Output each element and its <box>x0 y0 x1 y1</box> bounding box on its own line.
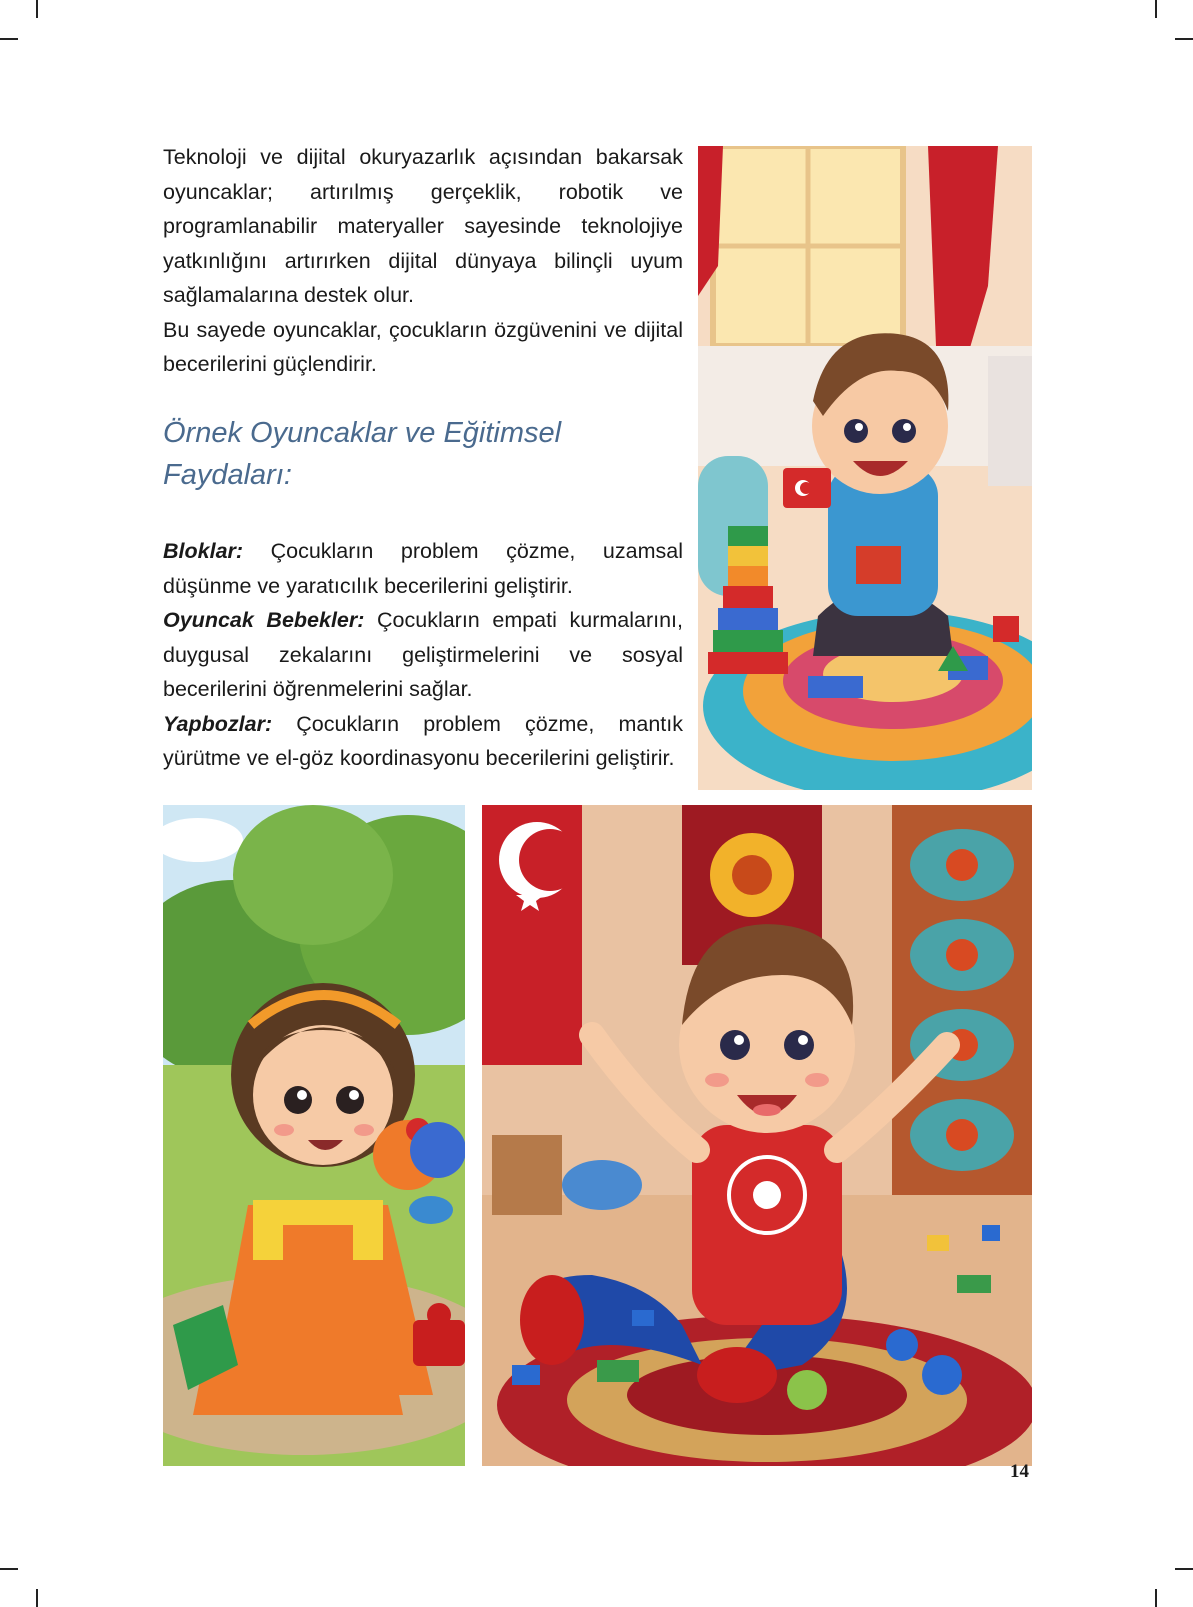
page-number: 14 <box>1010 1461 1029 1482</box>
item-dolls <box>163 603 683 707</box>
item-puzzles <box>163 707 683 776</box>
item-term: Oyuncak Bebekler: <box>163 608 365 632</box>
heading-line-2: Faydaları: <box>163 459 292 491</box>
illustration-girl-with-toys <box>163 805 465 1466</box>
crop-mark-top-left-h <box>0 38 18 40</box>
crop-mark-bottom-right-h <box>1175 1568 1193 1570</box>
heading-line-1: Örnek Oyuncaklar ve Eğitimsel <box>163 417 562 449</box>
item-term: Yapbozlar: <box>163 711 273 736</box>
illustration-boy-with-blocks <box>698 146 1032 790</box>
crop-mark-top-right-v <box>1155 0 1157 18</box>
illustration-boy-celebrating <box>482 805 1032 1466</box>
section-heading <box>163 412 683 496</box>
paragraph-technology: Teknoloji ve dijital okuryazarlık açısından bakarsak oyuncaklar; artırılmış gerçeklik, robotik ve programlanabilir materyaller sayesinde teknolojiye yatkınlığını artırırken dijital dünyaya bilinçli uyum sağlamalarına destek olur. <box>163 145 683 307</box>
item-term: Bloklar: <box>163 539 244 563</box>
crop-mark-bottom-left-h <box>0 1568 18 1570</box>
crop-mark-bottom-right-v <box>1155 1589 1157 1607</box>
crop-mark-top-left-v <box>36 0 38 18</box>
crop-mark-top-right-h <box>1175 38 1193 40</box>
item-description: Çocukların empati kurmalarını, duygusal zekalarını geliştirmelerini ve sosyal becerilerini öğrenmelerini sağlar. <box>163 608 683 701</box>
item-blocks <box>163 534 683 603</box>
toy-items <box>163 534 683 776</box>
crop-mark-bottom-left-v <box>36 1589 38 1607</box>
item-description: Çocukların problem çözme, mantık yürütme ve el-göz koordinasyonu becerilerini geliştirir. <box>163 711 683 770</box>
intro-text <box>163 140 683 382</box>
paragraph-confidence: Bu sayede oyuncaklar, çocukların özgüvenini ve dijital becerilerini güçlendirir. <box>163 317 683 376</box>
item-description: Çocukların problem çözme, uzamsal düşünme ve yaratıcılık becerilerini geliştirir. <box>163 539 683 598</box>
